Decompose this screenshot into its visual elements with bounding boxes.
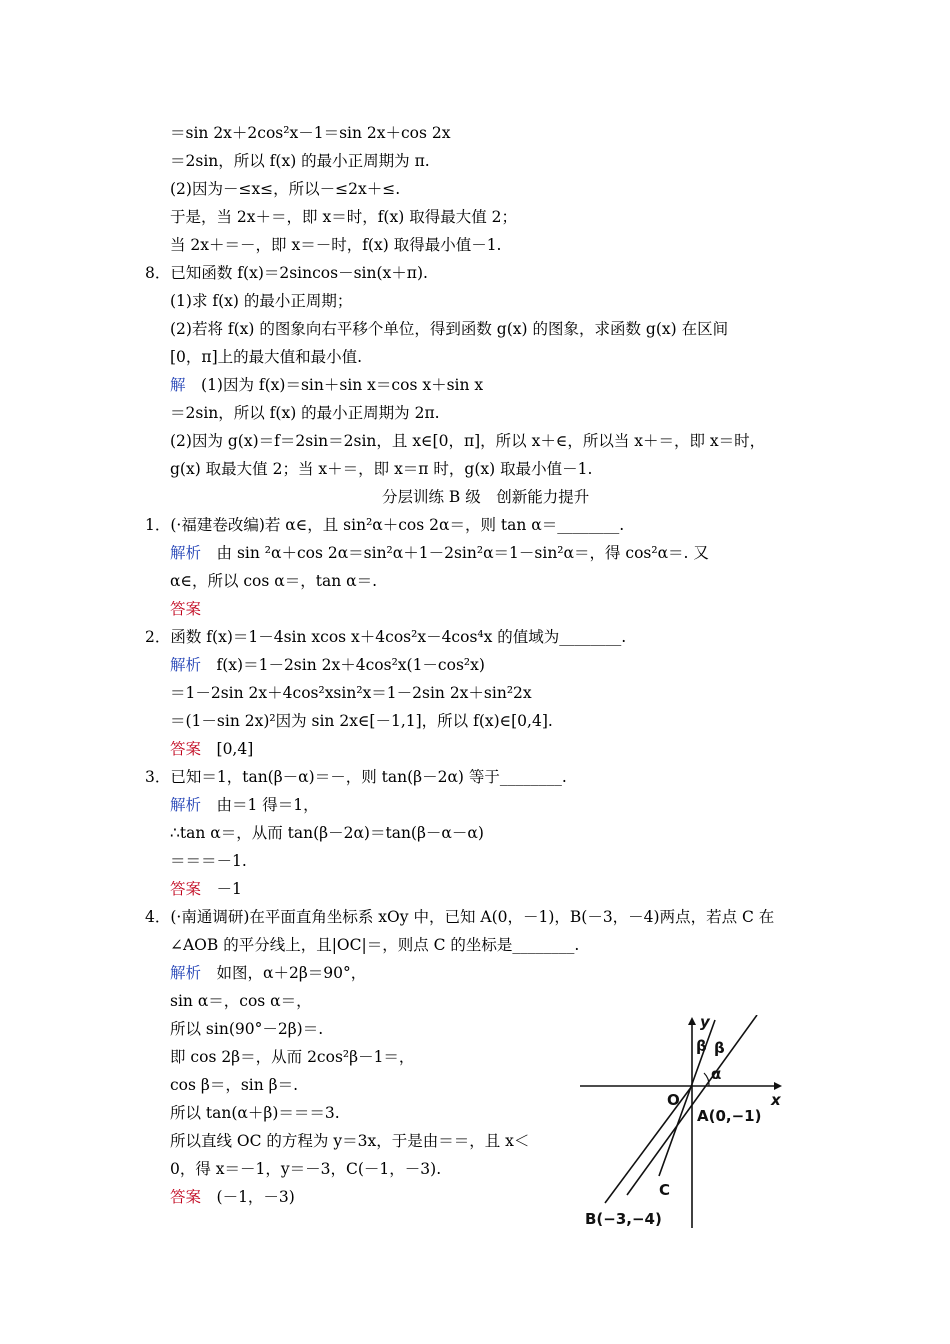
text-line [170,683,532,703]
analysis-label: 解析 [170,544,202,562]
line-text: ＝＝＝－1. [170,852,247,870]
text-line [170,375,483,395]
text-line [170,879,242,899]
text-line [170,655,485,675]
line-text: 于是，当 2x＋＝，即 x＝时，f(x) 取得最大值 2； [170,208,517,226]
line-text: －1 [201,880,242,898]
text-line [170,179,400,199]
text-line [170,235,502,255]
text-line [170,291,352,311]
text-line [145,907,774,927]
line-text: ＝1－2sin 2x＋4cos²xsin²x＝1－2sin 2x＋sin²2x [170,684,532,702]
line-text: ∴tan α＝，从而 tan(β－2α)＝tan(β－α－α) [170,824,484,842]
analysis-label: 解 [170,376,186,394]
line-text: 所以直线 OC 的方程为 y＝3x，于是由＝＝，且 x＜ [170,1132,530,1150]
line-text: 1．(·福建卷改编)若 α∈，且 sin²α＋cos 2α＝，则 tan α＝________. [145,516,625,534]
x-axis-arrow-icon [774,1082,782,1090]
text-line [170,1075,298,1095]
answer-label: 答案 [170,740,202,758]
line-text: 由 sin ²α＋cos 2α＝sin²α＋1－2sin²α＝1－sin²α＝，得 cos²α＝. 又 [201,544,709,562]
line-text: 所以 sin(90°－2β)＝. [170,1020,324,1038]
text-line [170,711,553,731]
text-line [170,1131,529,1151]
line-text: (2)若将 f(x) 的图象向右平移个单位，得到函数 g(x) 的图象，求函数 g(x) 在区间 [170,320,729,338]
text-line [170,1187,295,1207]
y-axis-arrow-icon [688,1017,696,1025]
text-line [170,431,765,451]
text-line [170,543,709,563]
text-line [170,403,440,423]
text-line [170,459,592,479]
line-text: 当 2x＋＝－，即 x＝－时，f(x) 取得最小值－1. [170,236,502,254]
text-line [145,767,567,787]
text-line [170,935,579,955]
line-text: 4．(·南通调研)在平面直角坐标系 xOy 中，已知 A(0，－1)，B(－3，－4)两点，若点 C 在 [145,908,775,926]
text-line [170,851,247,871]
line-text: 如图，α＋2β＝90°， [201,964,367,982]
line-text: 3．已知＝1，tan(β－α)＝－，则 tan(β－2α) 等于________. [145,768,567,786]
text-line [145,515,624,535]
line-text: ＝sin 2x＋2cos²x－1＝sin 2x＋cos 2x [170,124,451,142]
line-text: [0，π]上的最大值和最小值. [170,348,363,366]
coordinate-figure [575,1015,785,1230]
line-text: (2)因为－≤x≤，所以－≤2x＋≤. [170,180,401,198]
line-text: g(x) 取最大值 2；当 x＋＝，即 x＝π 时，g(x) 取最小值－1. [170,460,593,478]
text-line [170,1103,340,1123]
line-text: 2．函数 f(x)＝1－4sin xcos x＋4cos²x－4cos⁴x 的值域为________. [145,628,627,646]
text-line [170,599,201,619]
text-line [170,963,366,983]
line-text: (1)因为 f(x)＝sin＋sin x＝cos x＋sin x [185,376,484,394]
line-text: ＝2sin，所以 f(x) 的最小正周期为 2π. [170,404,440,422]
axis-x-label: x [771,1091,781,1109]
text-line [382,487,589,507]
line-text: 分层训练 B 级 创新能力提升 [382,488,590,506]
line-text: 所以 tan(α＋β)＝＝＝3. [170,1104,340,1122]
beta-label-2: β [714,1039,725,1057]
text-line [170,347,362,367]
line-text: ＝2sin，所以 f(x) 的最小正周期为 π. [170,152,430,170]
text-line [170,991,312,1011]
point-c-label: C [659,1181,671,1199]
point-a-label: A(0,−1) [697,1107,762,1125]
alpha-label: α [711,1065,722,1083]
line-text: 8．已知函数 f(x)＝2sincos－sin(x＋π). [145,264,428,282]
analysis-label: 解析 [170,964,202,982]
text-line [145,627,626,647]
answer-label: 答案 [170,880,202,898]
line-text: 由＝1 得＝1， [201,796,319,814]
line-text: [0,4] [201,740,254,758]
text-line [170,571,377,591]
line-text: (－1，－3) [201,1188,295,1206]
axis-y-label: y [700,1015,710,1031]
analysis-label: 解析 [170,656,202,674]
text-line [170,823,484,843]
origin-label: O [667,1091,680,1109]
line-text: cos β＝，sin β＝. [170,1076,299,1094]
line-text: 即 cos 2β＝，从而 2cos²β－1＝， [170,1048,415,1066]
text-line [170,739,253,759]
line-text: (1)求 f(x) 的最小正周期； [170,292,353,310]
text-line [145,263,428,283]
line-text: 0，得 x＝－1，y＝－3，C(－1，－3). [170,1160,442,1178]
point-b-label: B(−3,−4) [585,1210,662,1228]
text-line [170,1019,323,1039]
line-text: sin α＝，cos α＝， [170,992,312,1010]
line-text: (2)因为 g(x)＝f＝2sin＝2sin，且 x∈[0，π]，所以 x＋∈，所以当 x＋＝，即 x＝时， [170,432,766,450]
line-text: α∈，所以 cos α＝，tan α＝. [170,572,378,590]
text-line [170,123,451,143]
line-text: ＝(1－sin 2x)²因为 sin 2x∈[－1,1]，所以 f(x)∈[0,4]. [170,712,553,730]
text-line [170,1159,441,1179]
answer-label: 答案 [170,1188,202,1206]
analysis-label: 解析 [170,796,202,814]
text-line [170,319,728,339]
line-text: ∠AOB 的平分线上，且|OC|＝，则点 C 的坐标是________. [170,936,580,954]
text-line [170,1047,414,1067]
answer-label: 答案 [170,600,202,618]
text-line [170,207,517,227]
line-text: f(x)＝1－2sin 2x＋4cos²x(1－cos²x) [201,656,485,674]
text-line [170,151,430,171]
beta-label-1: β [696,1037,707,1055]
text-line [170,795,319,815]
